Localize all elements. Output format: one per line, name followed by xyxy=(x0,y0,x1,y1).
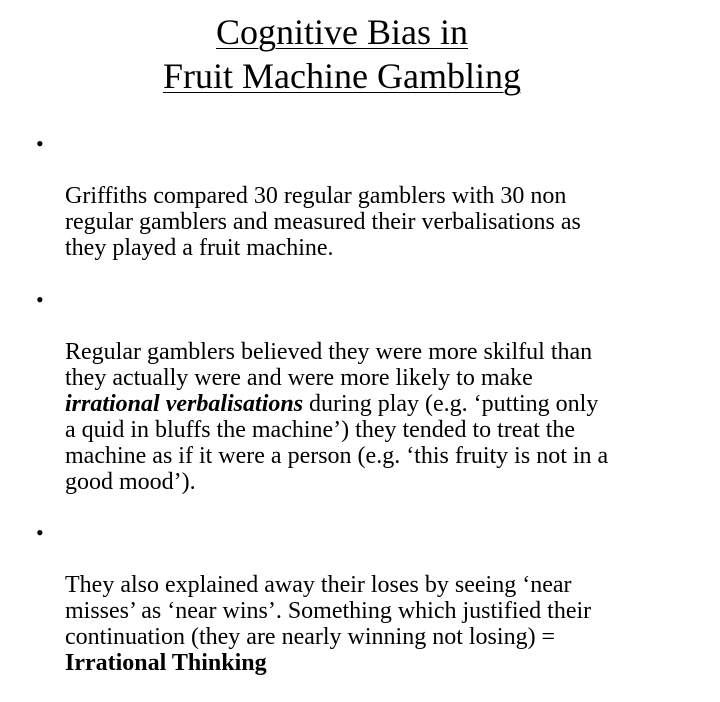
bullet-marker: • xyxy=(36,131,44,156)
bullet-3-text-before: They also explained away their loses by seeing ‘near misses’ as ‘near wins’. Something which justified their continuation (they are nearly winning not losing) = xyxy=(65,572,592,650)
bullet-marker: • xyxy=(36,520,44,545)
bullet-2-text-after: during play (e.g. ‘putting only a quid in bluffs the machine’) they tended to treat the machine as if it were a person (e.g. ‘this fruity is not in a good mood’). xyxy=(65,391,609,495)
bullet-item-2 xyxy=(36,287,706,495)
bullet-2-text-before: Regular gamblers believed they were more skilful than they actually were and were more likely to make xyxy=(65,339,593,391)
bullet-1-text: Griffiths compared 30 regular gamblers with 30 non regular gamblers and measured their verbalisations as they played a fruit machine. xyxy=(65,183,581,261)
bullet-2-emphasis: irrational verbalisations xyxy=(65,391,304,417)
slide-title xyxy=(0,10,684,98)
bullet-marker: • xyxy=(36,287,44,312)
bullet-3-strong: Irrational Thinking xyxy=(65,650,267,676)
bullet-item-3 xyxy=(36,520,706,676)
bullet-list xyxy=(36,131,706,702)
bullet-item-1 xyxy=(36,131,706,261)
title-line-1: Cognitive Bias in xyxy=(216,12,468,52)
title-line-2: Fruit Machine Gambling xyxy=(163,56,521,96)
